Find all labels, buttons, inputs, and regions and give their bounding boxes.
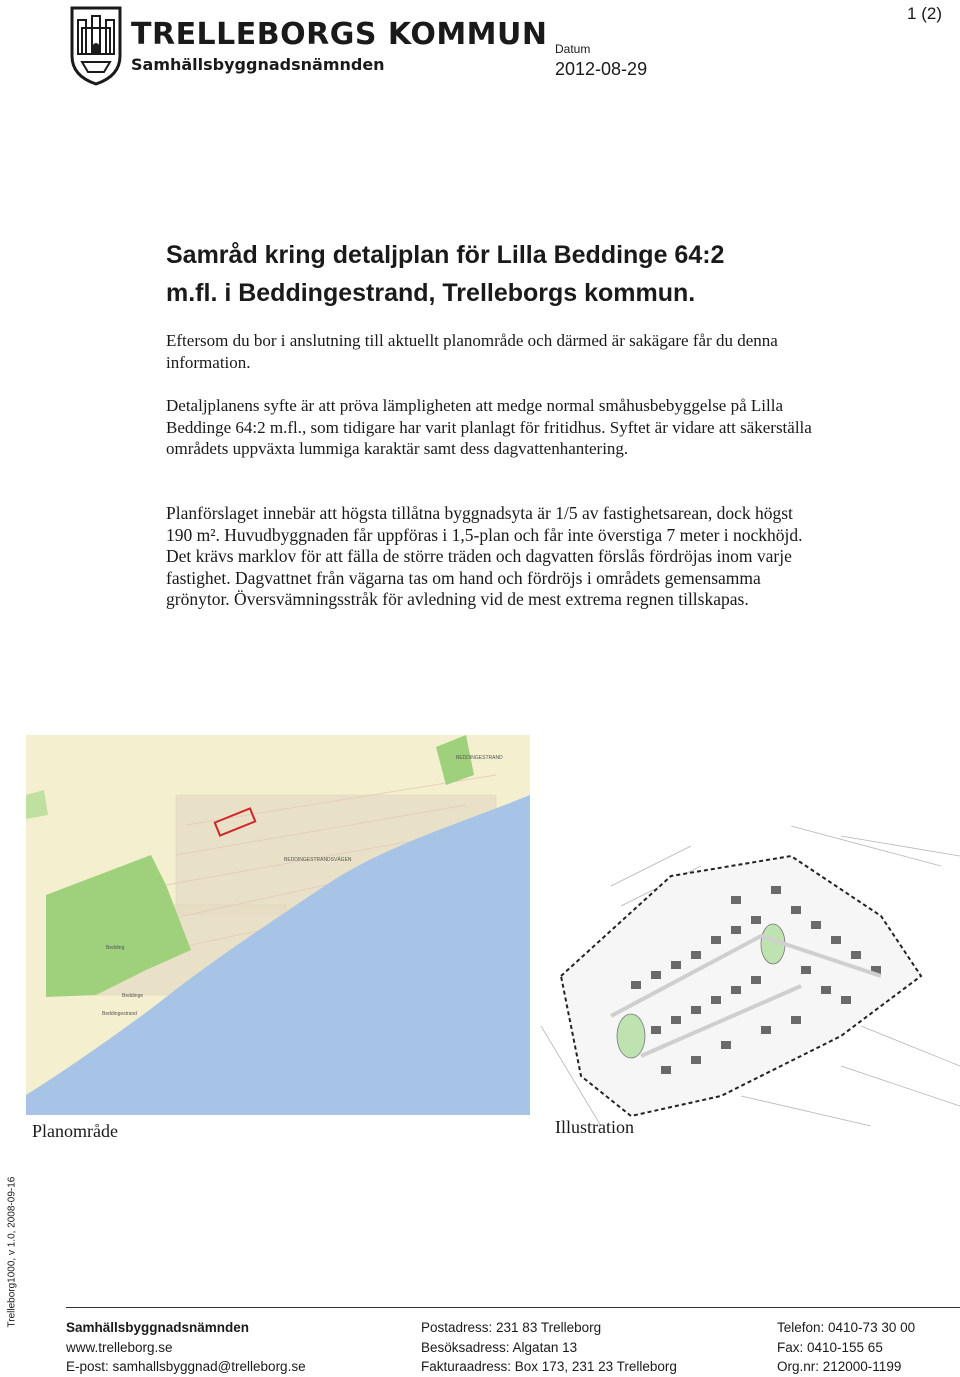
paragraph-intro: Eftersom du bor i anslutning till aktuellt planområde och därmed är sakägare får du denna information. [166, 331, 778, 372]
illustration-caption: Illustration [555, 1117, 634, 1137]
footer-department: Samhällsbyggnadsnämnden [66, 1320, 250, 1335]
svg-text:Beddinge: Beddinge [122, 993, 144, 999]
date-value: 2012-08-29 [555, 59, 648, 79]
title-line-2: m.fl. i Beddingestrand, Trelleborgs kommun. [166, 279, 696, 307]
plan-area-map [26, 735, 530, 1115]
illustration-plan [541, 826, 960, 1126]
svg-text:Bedding: Bedding [106, 945, 125, 951]
template-version-label: Trelleborg1000, v 1.0, 2008-09-16 [6, 1176, 18, 1328]
footer-postal-address: Postadress: 231 83 Trelleborg [421, 1320, 602, 1335]
footer-invoice-address: Fakturaadress: Box 173, 231 23 Trelleborg [421, 1359, 677, 1374]
organization-name: TRELLEBORGS KOMMUN [131, 17, 548, 52]
map-caption: Planområde [32, 1121, 118, 1141]
footer-org-number: Org.nr: 212000-1199 [777, 1359, 902, 1374]
page-number: 1 (2) [907, 4, 942, 23]
svg-text:BEDDINGESTRAND: BEDDINGESTRAND [456, 755, 503, 761]
coat-of-arms-logo [68, 4, 124, 86]
date-label: Datum [555, 42, 591, 56]
footer-visit-address: Besöksadress: Algatan 13 [421, 1340, 578, 1355]
paragraph-purpose: Detaljplanens syfte är att pröva lämpligheten att medge normal småhusbebyggelse på Lilla Beddinge 64:2 m.fl., som tidigare har varit planlagt för fritidhus. Syftet är vidare att säkerställa områdets uppväxta lummiga karaktär samt dess dagvattenhantering. [166, 396, 812, 458]
footer-website[interactable]: www.trelleborg.se [66, 1340, 173, 1355]
department-name: Samhällsbyggnadsnämnden [131, 55, 385, 74]
paragraph-proposal: Planförslaget innebär att högsta tillåtna byggnadsyta är 1/5 av fastighetsarean, dock högst 190 m². Huvudbyggnaden får uppföras i 1,5-plan och får inte överstiga 7 meter i nockhöjd. Det krävs marklov för att fälla de större träden och dagvatten förslås fördröjas inom varje fastighet. Dagvattnet från vägarna tas om hand och fördröjs i områdets gemensamma grönytor. Översvämningsstråk för avledning vid de mest extrema regnen tillskapas. [166, 503, 803, 609]
footer-fax: Fax: 0410-155 65 [777, 1340, 883, 1355]
footer-email[interactable]: E-post: samhallsbyggnad@trelleborg.se [66, 1359, 306, 1374]
document-title [166, 236, 826, 312]
svg-text:BEDDINGESTRANDSVÄGEN: BEDDINGESTRANDSVÄGEN [284, 857, 352, 863]
svg-text:Beddingestrand: Beddingestrand [102, 1011, 138, 1017]
footer-phone: Telefon: 0410-73 30 00 [777, 1320, 916, 1335]
footer-divider [66, 1307, 960, 1308]
title-line-1: Samråd kring detaljplan för Lilla Beddinge 64:2 [166, 241, 725, 269]
